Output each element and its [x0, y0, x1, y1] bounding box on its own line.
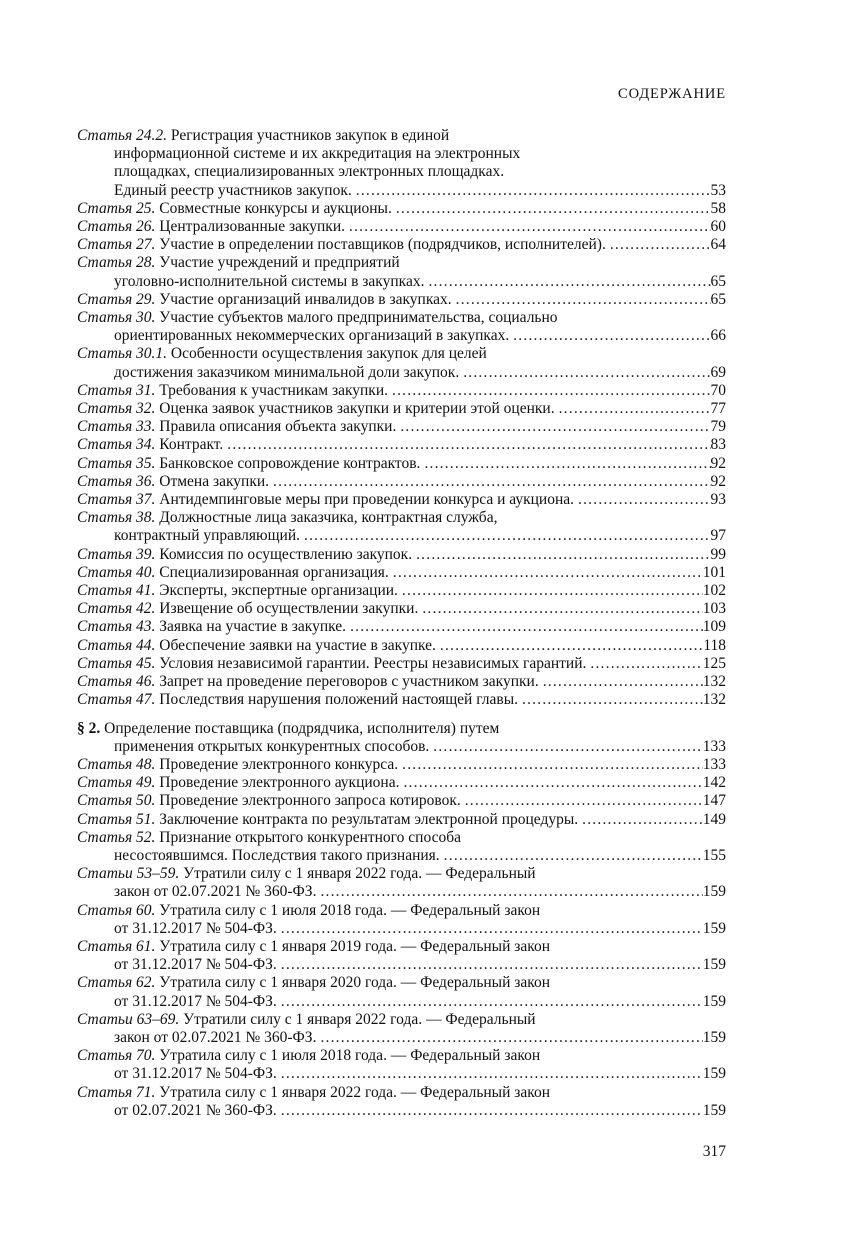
entry-title-text: Совместные конкурсы и аукционы.	[159, 199, 392, 217]
article-label: Статья 62.	[77, 974, 156, 992]
entry-title-text: площадках, специализированных электронных площадках.	[114, 163, 505, 181]
article-label: Статья 46.	[77, 673, 156, 691]
page-ref: 159	[702, 992, 726, 1010]
entry-title-text: Участие учреждений и предприятий	[159, 254, 400, 272]
entry-title-text: несостоявшимся. Последствия такого признания.	[114, 846, 440, 864]
section-label: § 2.	[77, 719, 101, 737]
entry-title-text: закон от 02.07.2021 № 360-ФЗ.	[114, 883, 317, 901]
entry-title-text: Обеспечение заявки на участие в закупке.	[159, 636, 436, 654]
entry-title-text: применения открытых конкурентных способов.	[114, 737, 430, 755]
entry-title-text: Правила описания объекта закупки.	[159, 418, 397, 436]
dot-leader	[277, 1065, 703, 1083]
toc-entry	[77, 829, 726, 865]
toc-entry	[77, 792, 726, 810]
entry-title-text: от 31.12.2017 № 504-ФЗ.	[114, 956, 277, 974]
page-ref: 109	[702, 618, 726, 636]
entry-title-text: Требования к участникам закупки.	[159, 381, 389, 399]
entry-title-text: закон от 02.07.2021 № 360-ФЗ.	[114, 1028, 317, 1046]
page-ref: 53	[710, 181, 726, 199]
article-label: Статья 24.2.	[77, 127, 168, 144]
dot-leader	[398, 582, 703, 600]
toc-entry	[77, 902, 726, 938]
dot-leader	[223, 436, 710, 454]
entry-title-text: Утратила силу с 1 января 2020 года. — Федеральный закон	[159, 974, 551, 992]
dot-leader	[388, 382, 710, 400]
entry-title-text: контрактный управляющий.	[114, 527, 300, 545]
page-ref: 125	[702, 654, 726, 672]
dot-leader	[574, 491, 710, 509]
toc-entry	[77, 691, 726, 709]
dot-leader	[389, 564, 703, 582]
article-label: Статья 25.	[77, 199, 156, 217]
dot-leader	[399, 774, 702, 792]
article-label: Статья 70.	[77, 1047, 156, 1065]
toc-entry	[77, 1084, 726, 1120]
dot-leader	[578, 811, 703, 829]
page-ref: 65	[710, 290, 726, 308]
entry-title-text: от 31.12.2017 № 504-ФЗ.	[114, 992, 277, 1010]
dot-leader	[418, 600, 702, 618]
page-ref: 159	[702, 883, 726, 901]
page-ref: 155	[702, 846, 726, 864]
toc-entry	[77, 127, 726, 200]
toc-entry	[77, 309, 726, 345]
entry-title-text: достижения заказчиком минимальной доли закупок.	[114, 363, 460, 381]
article-label: Статья 50.	[77, 792, 156, 810]
dot-leader	[555, 400, 711, 418]
entry-title-text: Проведение электронного аукциона.	[159, 774, 400, 792]
toc-entry	[77, 1011, 726, 1047]
page-ref: 159	[702, 919, 726, 937]
dot-leader	[345, 218, 710, 236]
page-ref: 69	[710, 363, 726, 381]
article-label: Статья 34.	[77, 436, 156, 454]
page-ref: 159	[702, 1101, 726, 1119]
article-label: Статья 29.	[77, 290, 156, 308]
article-label: Статья 31.	[77, 381, 156, 399]
entry-title-text: Оценка заявок участников закупки и критерии этой оценки.	[159, 400, 555, 418]
entry-title-text: Утратили силу с 1 января 2022 года. — Федеральный	[183, 1010, 536, 1028]
toc-entry	[77, 345, 726, 381]
page-ref: 102	[702, 582, 726, 600]
article-label: Статьи 53–59.	[77, 865, 180, 883]
article-label: Статья 71.	[77, 1083, 156, 1101]
article-label: Статья 27.	[77, 236, 156, 254]
toc-entry	[77, 254, 726, 290]
article-label: Статья 38.	[77, 509, 156, 527]
toc-entry	[77, 564, 726, 582]
dot-leader	[352, 182, 711, 200]
dot-leader	[461, 792, 703, 810]
article-label: Статья 36.	[77, 472, 156, 490]
entry-title-text: Заключение контракта по результатам электронной процедуры.	[159, 810, 579, 828]
page-ref: 133	[702, 755, 726, 773]
entry-title-text: Участие субъектов малого предпринимательства, социально	[159, 309, 558, 327]
article-label: Статья 30.1.	[77, 345, 168, 363]
page-number: 317	[702, 1143, 726, 1160]
toc-entry	[77, 811, 726, 829]
page-ref: 60	[710, 218, 726, 236]
page-ref: 133	[702, 737, 726, 755]
page-ref: 101	[702, 563, 726, 581]
article-label: Статья 41.	[77, 582, 156, 600]
page-ref: 58	[710, 199, 726, 217]
toc-entry	[77, 455, 726, 473]
entry-title-text: Последствия нарушения положений настоящей главы.	[159, 691, 519, 709]
entry-title-text: уголовно-исполнительной системы в закупках.	[114, 272, 425, 290]
page-ref: 79	[710, 418, 726, 436]
article-label: Статья 37.	[77, 491, 156, 509]
article-label: Статья 26.	[77, 218, 156, 236]
dot-leader	[452, 291, 711, 309]
toc-entry	[77, 865, 726, 901]
article-label: Статья 28.	[77, 254, 156, 272]
toc-entry	[77, 473, 726, 491]
dot-leader	[424, 273, 710, 291]
dot-leader	[269, 473, 710, 491]
article-label: Статья 32.	[77, 400, 156, 418]
entry-title-text: Утратила силу с 1 января 2019 года. — Федеральный закон	[159, 937, 551, 955]
page-ref: 70	[710, 381, 726, 399]
entry-title-text: Утратила силу с 1 января 2022 года. — Федеральный закон	[159, 1083, 551, 1101]
dot-leader	[396, 418, 710, 436]
entry-title-text: от 31.12.2017 № 504-ФЗ.	[114, 1065, 277, 1083]
article-label: Статья 30.	[77, 309, 156, 327]
page-ref: 149	[702, 810, 726, 828]
article-label: Статья 39.	[77, 545, 156, 563]
dot-leader	[436, 637, 703, 655]
page-ref: 103	[702, 600, 726, 618]
page-header: СОДЕРЖАНИЕ	[618, 86, 726, 102]
toc-section	[77, 720, 726, 756]
entry-title-text: Заявка на участие в закупке.	[159, 618, 347, 636]
page-ref: 83	[710, 436, 726, 454]
article-label: Статья 40.	[77, 563, 156, 581]
article-label: Статья 35.	[77, 454, 156, 472]
page-ref: 159	[702, 956, 726, 974]
entry-title-text: Утратила силу с 1 июля 2018 года. — Федеральный закон	[159, 901, 541, 919]
dot-leader	[346, 618, 703, 636]
entry-title-text: Банковское сопровождение контрактов.	[159, 454, 421, 472]
entry-title-text: Комиссия по осуществлению закупок.	[159, 545, 413, 563]
dot-leader	[277, 956, 703, 974]
page-ref: 97	[710, 527, 726, 545]
toc-entry	[77, 509, 726, 545]
article-label: Статья 43.	[77, 618, 156, 636]
dot-leader	[586, 655, 702, 673]
page-ref: 93	[710, 491, 726, 509]
toc-entry	[77, 938, 726, 974]
article-label: Статья 45.	[77, 654, 156, 672]
entry-title-text: Извещение об осуществлении закупки.	[159, 600, 419, 618]
entry-title-text: от 02.07.2021 № 360-ФЗ.	[114, 1101, 277, 1119]
dot-leader	[518, 691, 703, 709]
page-ref: 118	[703, 636, 726, 654]
toc-entry	[77, 618, 726, 636]
page-ref: 77	[710, 400, 726, 418]
page-ref: 159	[702, 1065, 726, 1083]
article-label: Статья 47.	[77, 691, 156, 709]
dot-leader	[300, 527, 711, 545]
toc-entry	[77, 1047, 726, 1083]
article-label: Статья 49.	[77, 774, 156, 792]
dot-leader	[412, 546, 710, 564]
page-ref: 65	[710, 272, 726, 290]
page-ref: 159	[702, 1028, 726, 1046]
entry-title-text: Запрет на проведение переговоров с участником закупки.	[159, 673, 539, 691]
entry-title-text: Условия независимой гарантии. Реестры независимых гарантий.	[159, 654, 587, 672]
toc-entry	[77, 655, 726, 673]
entry-title-text: Специализированная организация.	[159, 563, 389, 581]
entry-title-text: информационной системе и их аккредитация на электронных	[114, 145, 521, 163]
entry-title-text: Участие организаций инвалидов в закупках.	[159, 290, 452, 308]
dot-leader	[420, 455, 710, 473]
toc-entry	[77, 218, 726, 236]
toc-entry	[77, 582, 726, 600]
page-ref: 132	[702, 691, 726, 709]
article-label: Статья 42.	[77, 600, 156, 618]
article-label: Статья 44.	[77, 636, 156, 654]
dot-leader	[277, 1102, 703, 1120]
dot-leader	[606, 236, 711, 254]
toc-entry	[77, 756, 726, 774]
page-ref: 92	[710, 472, 726, 490]
toc-entry	[77, 400, 726, 418]
dot-leader	[539, 673, 703, 691]
article-label: Статьи 63–69.	[77, 1010, 180, 1028]
entry-title-text: Контракт.	[159, 436, 224, 454]
entry-title-text: Антидемпинговые меры при проведении конкурса и аукциона.	[159, 491, 575, 509]
entry-title-text: Отмена закупки.	[159, 472, 270, 490]
entry-title-text: Проведение электронного конкурса.	[159, 755, 399, 773]
page-ref: 99	[710, 545, 726, 563]
entry-title-text: от 31.12.2017 № 504-ФЗ.	[114, 919, 277, 937]
entry-title-text: Должностные лица заказчика, контрактная служба,	[159, 509, 498, 527]
page-ref: 64	[710, 236, 726, 254]
dot-leader	[277, 920, 703, 938]
page-ref: 147	[702, 792, 726, 810]
entry-title-text: Эксперты, экспертные организации.	[159, 582, 398, 600]
toc-entry	[77, 491, 726, 509]
entry-title-text: ориентированных некоммерческих организаций в закупках.	[114, 327, 510, 345]
dot-leader	[429, 738, 702, 756]
toc-entry	[77, 774, 726, 792]
entry-title-text: Определение поставщика (подрядчика, исполнителя) путем	[104, 719, 500, 737]
article-label: Статья 61.	[77, 937, 156, 955]
entry-title-text: Проведение электронного запроса котировок.	[159, 792, 461, 810]
toc-entry	[77, 382, 726, 400]
entry-title-text: Утратили силу с 1 января 2022 года. — Федеральный	[183, 865, 536, 883]
page-ref: 92	[710, 454, 726, 472]
dot-leader	[392, 200, 711, 218]
entry-title-text: Признание открытого конкурентного способа	[159, 828, 461, 846]
toc-entry	[77, 546, 726, 564]
toc-entry	[77, 637, 726, 655]
toc-entry	[77, 236, 726, 254]
entry-title-text: Особенности осуществления закупок для целей	[170, 345, 487, 363]
toc-entry	[77, 291, 726, 309]
article-label: Статья 33.	[77, 418, 156, 436]
page-ref: 142	[702, 774, 726, 792]
dot-leader	[316, 883, 702, 901]
toc-entry	[77, 418, 726, 436]
table-of-contents	[77, 127, 726, 1120]
dot-leader	[316, 1029, 702, 1047]
entry-title-text: Участие в определении поставщиков (подрядчиков, исполнителей).	[159, 236, 606, 254]
article-label: Статья 52.	[77, 828, 156, 846]
toc-entry	[77, 200, 726, 218]
article-label: Статья 48.	[77, 755, 156, 773]
toc-entry	[77, 673, 726, 691]
dot-leader	[459, 364, 710, 382]
toc-entry	[77, 436, 726, 454]
toc-entry	[77, 974, 726, 1010]
dot-leader	[509, 327, 710, 345]
entry-title-text: Единый реестр участников закупок.	[114, 181, 352, 199]
dot-leader	[398, 756, 703, 774]
page-ref: 66	[710, 327, 726, 345]
dot-leader	[440, 847, 703, 865]
article-label: Статья 51.	[77, 810, 156, 828]
entry-title-text: Централизованные закупки.	[159, 218, 346, 236]
entry-title-text: Утратила силу с 1 июля 2018 года. — Федеральный закон	[159, 1047, 541, 1065]
page-ref: 132	[702, 673, 726, 691]
dot-leader	[277, 993, 703, 1011]
toc-entry	[77, 600, 726, 618]
article-label: Статья 60.	[77, 901, 156, 919]
entry-title-text: Регистрация участников закупок в единой	[170, 127, 450, 144]
